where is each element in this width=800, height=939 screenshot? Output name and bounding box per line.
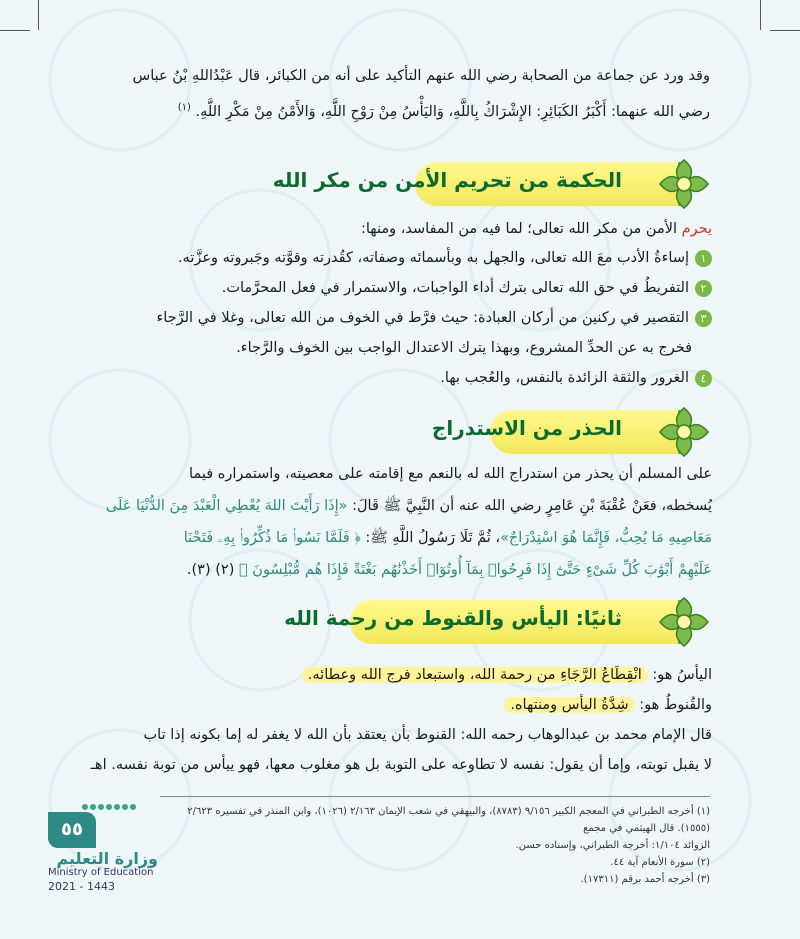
footnote-3: (٣) أخرجه أحمد برقم (١٧٣١١). [580,874,710,885]
intro-line-2 [85,92,710,128]
item-text: الغرور والثقة الزائدة بالنفس، والعُجب بها. [440,370,689,386]
item-number-badge: ٢ [695,280,712,297]
intro-line-2-text: رضي الله عنهما: أَكْبَرُ الكَبَائِرِ: الإِشْرَاكُ بِاللَّهِ، وَاليَأْسُ مِنْ رَوْحِ اللَّهِ، وَالأَمْنُ مِنْ مَكْرِ اللَّهِ. [195,103,710,120]
ministry-english: Ministry of Education [48,867,154,878]
crop-mark [38,0,39,30]
item-number-badge: ٣ [695,310,712,327]
definition-despair [80,660,712,690]
page-number: ٥٥ [48,812,96,848]
footnotes [160,796,710,888]
section-heading-istidraj [431,410,680,454]
para-line: على المسلم أن يحذر من استدراج الله له بالنعم مع إقامته على معصيته، واستمراره فيما [189,466,712,482]
list-item [80,243,712,273]
ministry-logo [48,849,158,894]
para-text: يُسخطه، فعَنْ عُقْبَةَ بْنِ عَامِرٍ رضي الله عنه أن النَّبِيَّ ﷺ قَالَ: [347,498,712,514]
para-text: ، ثُمَّ تَلَا رَسُولُ اللَّهِ ﷺ: [360,530,501,546]
ministry-year: 2021 - 1443 [48,880,115,893]
item-text: التقصير في ركنين من أركان العبادة: حيث فرَّط في الخوف من الله تعالى، وغلا في الرَّجاء [156,310,689,326]
lead-red-word: يحرم [681,221,712,237]
quran-verse: عَلَيْهِمْ أَبْوَٰبَ كُلِّ شَىْءٍ حَتَّىٰٓ إِذَا فَرِحُوا۟ بِمَآ أُوتُوٓا۟ أَخَذْنَٰهُم بَغْتَةً فَإِذَا هُم مُّبْلِسُونَ ﴾ [238,562,712,578]
section-heading-wisdom [272,162,680,206]
section-heading-despair [284,600,680,644]
crop-mark [760,0,761,30]
para-line [80,490,712,522]
item-number-badge: ٤ [695,370,712,387]
item-text: إساءةُ الأدب معَ الله تعالى، والجهل به وبأسمائه وصفاته، كقُدرته وقوَّته وجَبروته وعزَّته. [177,250,689,266]
crop-mark [770,30,800,31]
section1-lead [80,213,712,245]
footnote-ref-1[interactable]: (١) [177,102,191,113]
list-item [80,273,712,303]
definition-label: اليأسُ هو: [647,667,712,683]
para-line [80,522,712,554]
hadith-text: مَعَاصِيهِ مَا يُحِبُّ، فَإِنَّمَا هُوَ اسْتِدْرَاجٌ» [500,530,712,546]
ministry-arabic: وزارة التعليم [56,849,158,868]
lead-text: الأمن من مكر الله تعالى؛ لما فيه من المفاسد، ومنها: [361,221,682,237]
heading-ornament-icon [654,154,714,214]
definition-label: والقُنوطُ هو: [634,697,712,713]
footnote-1-cont: الزوائد ١/١٠٤: أخرجه الطبراني، وإسناده حسن. [515,840,710,851]
heading-text: الحذر من الاستدراج [431,416,622,440]
footnote-1: (١) أخرجه الطبراني في المعجم الكبير ٩/١٥٦ (٨٧٨٣)، والبيهقي في شعب الإيمان ٢/١٦٣ (١٠٢٦)، وابن المنذر في تفسيره ٢/٦٢٣ (١٥٥٥). قال الهيثمي في مجمع [187,806,710,834]
list-item-continuation [80,333,692,363]
definition-highlight: شِدَّةُ اليأس ومنتهاه. [504,697,634,713]
footnote-2: (٢) سورة الأنعام آية ٤٤. [610,857,710,868]
item-number-badge: ١ [695,250,712,267]
footnote-refs[interactable]: (٢) (٣). [186,562,239,578]
quran-verse: ﴿ فَلَمَّا نَسُوا۟ مَا ذُكِّرُوا۟ بِهِۦ فَتَحْنَا [183,530,361,546]
quote-line: لا يقبل توبته، وإما أن يقول: نفسه لا تطاوعه على التوبة بل هو مغلوب معها، فهو ييأس من توبة نفسه. اهـ [90,757,712,773]
heading-ornament-icon [654,592,714,652]
item-text: التفريطُ في حق الله تعالى بترك أداء الواجبات، والاستمرار في فعل المحرَّمات. [221,280,689,296]
section2-paragraph [80,458,712,586]
heading-ornament-icon [654,402,714,462]
para-line [80,554,712,586]
intro-paragraph [85,60,710,128]
heading-text: الحكمة من تحريم الأمن من مكر الله [272,168,622,192]
heading-text: ثانيًا: اليأس والقنوط من رحمة الله [284,606,622,630]
hadith-text: «إِذَا رَأَيْتَ اللهَ يُعْطِي الْعَبْدَ مِنَ الدُّنْيَا عَلَى [105,498,348,514]
intro-line-1: وقد ورد عن جماعة من الصحابة رضي الله عنهم التأكيد على أنه من الكبائر، قال عَبْدُاللهِ بْنُ عباس [132,68,710,84]
list-item [80,363,712,393]
definitions-block [80,660,712,780]
item-text: فخرج به عن الحدِّ المشروع، وبهذا يترك الاعتدال الواجب بين الخوف والرَّجاء. [236,340,692,356]
crop-mark [0,30,30,31]
quote-line: قال الإمام محمد بن عبدالوهاب رحمه الله: القنوط بأن يعتقد بأن الله لا يغفر له إما بكونه إذا تاب [143,727,712,743]
definition-qunut [80,690,712,720]
list-item [80,303,712,333]
definition-highlight: انْقِطَاعُ الرَّجَاءِ من رحمة الله، واستبعاد فرج الله وعطائه. [302,667,648,683]
